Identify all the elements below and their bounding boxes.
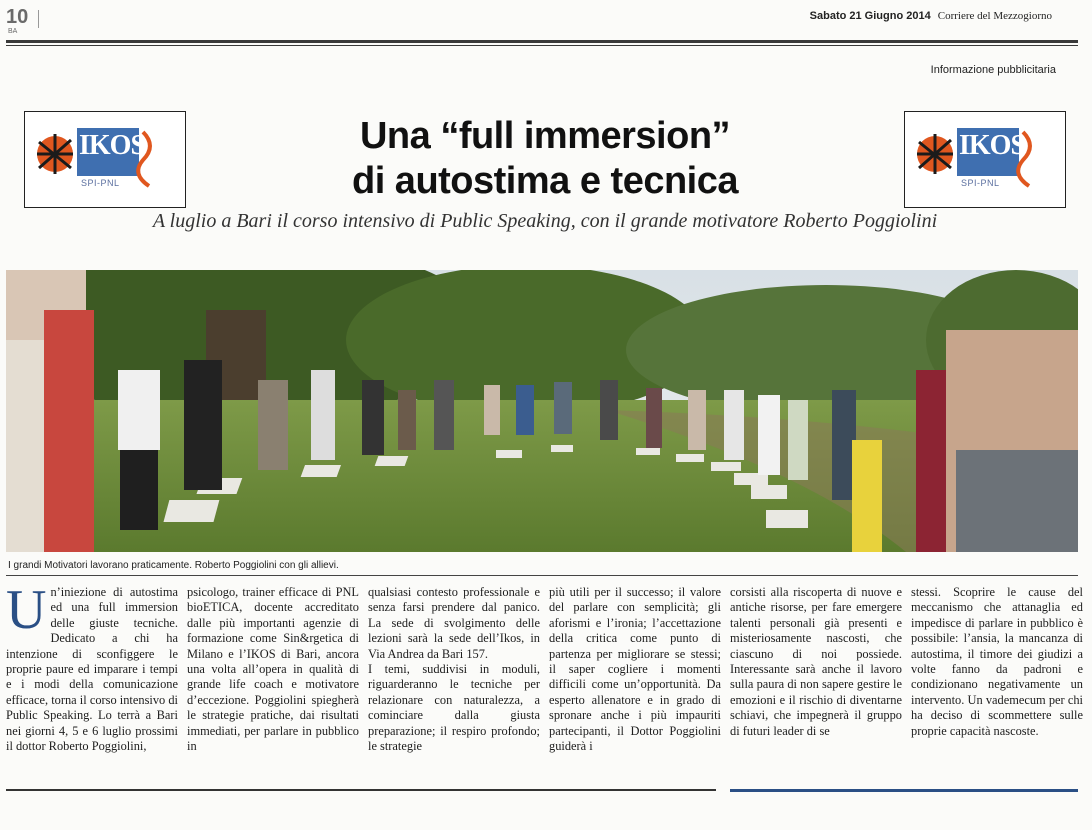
column-paragraph: qualsiasi contesto professionale e senza farsi prendere dal panico. La sede di svolgimento delle lezioni sarà la sede dell’Ikos, in Via Andrea da Bari 157. (368, 585, 540, 661)
masthead-info (810, 10, 1052, 22)
group-photo (6, 270, 1078, 552)
masthead-rule (6, 40, 1078, 43)
ikos-logo-left (24, 111, 186, 208)
column-text: n’iniezione di autostima ed una full immersion delle giuste tecniche. Dedicato a chi ha intenzione di sconfiggere le proprie paure ed imparare i tempi e i modi della comunicazione efficace, torna il corso intensivo di Public Speaking. Lo terrà a Bari nei giorni 4, 5 e 6 luglio prossimi il dottor Roberto Poggiolini, (6, 585, 178, 754)
column-paragraph: I temi, suddivisi in moduli, riguarderanno le tecniche per relazionare con naturalezza, a cominciare dalla giusta preparazione; il respiro profondo; le strategie (368, 662, 540, 754)
subheadline: A luglio a Bari il corso intensivo di Public Speaking, con il grande motivatore Roberto Poggiolini (152, 210, 938, 232)
newspaper-name: Corriere del Mezzogiorno (937, 10, 1052, 22)
article-column-4: più utili per il successo; il valore del parlare con semplicità; gli aforismi e l’ironia; l’accettazione della critica come punto di partenza per migliorare se stessi; il saper cogliere i momenti difficili come un’opportunità. Da esperto allenatore e in grado di spronare anche i più impauriti partecipanti, il Dottor Poggiolini guiderà i (549, 585, 721, 754)
article-column-1 (6, 579, 178, 754)
article-column-6: stessi. Scoprire le cause del meccanismo che attanaglia ed impedisce di parlare in pubblico è possibile: l’ansia, la mancanza di autostima, il timore dei giudizi a volte fanno da padroni e condizionano negativamente un intervento. Un vademecum per chi ha deciso di scommettere sulle proprie capacità nascoste. (911, 585, 1083, 738)
drop-cap: U (6, 579, 47, 641)
headline (240, 114, 850, 204)
headline-line-2: di autostima e tecnica (351, 160, 738, 202)
logo-subtitle: SPI-PNL (961, 178, 1000, 188)
footer-rule-accent (730, 789, 1078, 792)
footer-rule (6, 789, 716, 791)
photo-caption: I grandi Motivatori lavorano praticamente. Roberto Poggiolini con gli allievi. (8, 560, 339, 571)
logo-subtitle: SPI-PNL (81, 178, 120, 188)
article-top-rule (6, 575, 1078, 576)
article-body (6, 579, 1083, 785)
page-number: 10 (6, 6, 29, 28)
headline-line-1: Una “full immersion” (359, 115, 731, 157)
article-column-3 (368, 585, 540, 754)
page-code: BA (8, 28, 18, 35)
logo-wordmark: IKOS (959, 130, 1026, 161)
masthead-divider (38, 10, 44, 28)
masthead-rule-thin (6, 45, 1078, 46)
article-column-5: corsisti alla riscoperta di nuove e antiche risorse, per fare emergere talenti personali già presenti e misteriosamente nascosti, che ciascuno di noi possiede. Interessante sarà anche il lavoro sulla paura di non sapere gestire le emozioni e il rischio di diventarne schiavi, che impegnerà il gruppo di futuri leader di se (730, 585, 902, 738)
article-column-2: psicologo, trainer efficace di PNL bioETICA, docente accreditato dalle più importanti agenzie di formazione come Sin&rgetica di Milano e l’IKOS di Bari, ancora una volta all’opera in qualità di grande life coach e motivatore d’eccezione. Poggiolini spiegherà le strategie pratiche, dai risultati immediati, per parlare in pubblico in (187, 585, 359, 754)
ikos-logo-right (904, 111, 1066, 208)
advertorial-label: Informazione pubblicitaria (930, 64, 1056, 76)
meadow-scene-image (6, 270, 1078, 552)
logo-wordmark: IKOS (79, 130, 146, 161)
issue-date: Sabato 21 Giugno 2014 (809, 10, 931, 22)
